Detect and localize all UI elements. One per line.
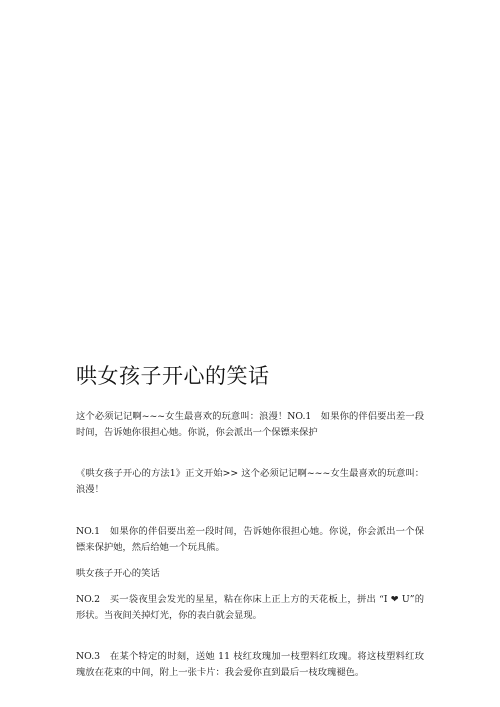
paragraph-no1: NO.1 如果你的伴侣要出差一段时间，告诉她你很担心她。你说，你会派出一个保镖来保护她，然后给她一个玩具熊。 [76,526,424,553]
heart-icon: ❤ [390,594,399,605]
paragraph-intro: 这个必须记记啊~~~女生最喜欢的玩意叫：浪漫！NO.1 如果你的伴侣要出差一段时间，告诉她你很担心她。你说，你会派出一个保镖来保护 [76,411,424,438]
no2-text-before: NO.2 买一袋夜里会发光的星星，粘在你床上正上方的天花板上，拼出 “I [76,594,391,605]
paragraph-method-intro: 《哄女孩子开心的方法1》正文开始>> 这个必须记记啊~~~女生最喜欢的玩意叫：浪漫！ [76,468,424,495]
document-title: 哄女孩子开心的笑话 [76,364,270,388]
document-body [76,362,424,681]
section-heading-jokes: 哄女孩子开心的笑话 [76,568,160,579]
no2-text-after: U”的形状。当夜间关掉灯光，你的表白就会显现。 [76,594,424,621]
paragraph-no3: NO.3 在某个特定的时刻，送她 11 枝红玫瑰加一枝塑料红玫瑰。将这枝塑料红玫瑰放在花束的中间，附上一张卡片：我会爱你直到最后一枝玫瑰褪色。 [76,651,424,678]
paragraph-no2 [76,592,424,624]
